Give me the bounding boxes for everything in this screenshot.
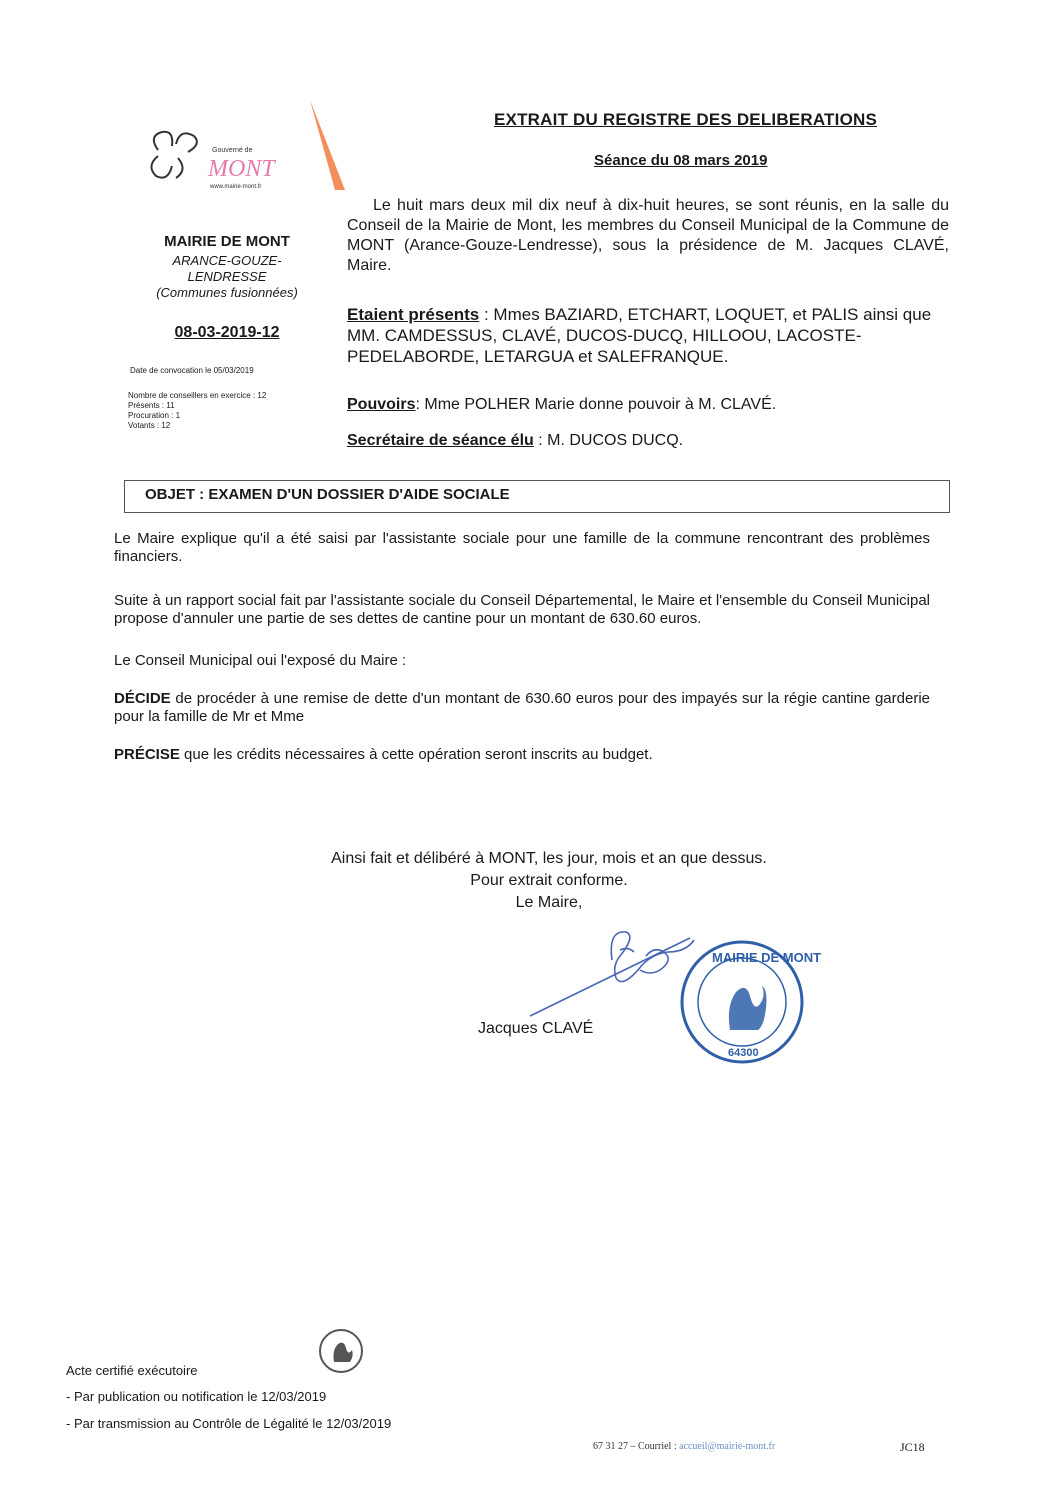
mairie-stamp xyxy=(678,938,822,1066)
pouvoirs-label: Pouvoirs xyxy=(347,396,416,413)
contact-email: accueil@mairie-mont.fr xyxy=(679,1441,776,1452)
objet-title: OBJET : EXAMEN D'UN DOSSIER D'AIDE SOCIALE xyxy=(145,486,510,503)
svg-text:MONT: MONT xyxy=(208,156,275,182)
secretaire-text: : M. DUCOS DUCQ. xyxy=(533,432,684,449)
svg-text:Gouverné de: Gouverné de xyxy=(212,147,253,154)
body-paragraph-3: Le Conseil Municipal oui l'exposé du Maire : xyxy=(114,652,407,669)
pouvoirs-line xyxy=(347,396,949,414)
transmission-line: - Par transmission au Contrôle de Légalité le 12/03/2019 xyxy=(66,1416,392,1431)
secretaire-line xyxy=(347,432,949,450)
closing-line-2: Pour extrait conforme. xyxy=(470,872,628,889)
body-paragraph-2: Suite à un rapport social fait par l'assistante sociale du Conseil Départemental, le Maire et l'ensemble du Conseil Municipal propose d'annuler une partie de ses dettes de cantine pour un montant de 630.60 euros. xyxy=(114,592,930,627)
mairie-name: MAIRIE DE MONT xyxy=(164,233,290,250)
page-code: JC18 xyxy=(900,1440,925,1454)
decide-paragraph xyxy=(114,690,930,726)
acte-certifie: Acte certifié exécutoire xyxy=(66,1363,198,1378)
stat-line: Présents : 11 xyxy=(128,401,175,410)
intro-paragraph: Le huit mars deux mil dix neuf à dix-huit heures, se sont réunis, en la salle du Conseil de la Mairie de Mont, les membres du Conseil Municipal de la Commune de MONT (Arance-Gouze-Lendresse), sous la présidence de M. Jacques CLAVÉ, Maire. xyxy=(347,197,949,274)
closing-line-3: Le Maire, xyxy=(515,894,583,911)
stat-line: Nombre de conseillers en exercice : 12 xyxy=(128,391,267,400)
svg-text:64300: 64300 xyxy=(728,1047,759,1059)
decide-text: de procéder à une remise de dette d'un montant de 630.60 euros pour des impayés sur la régie cantine garderie pour la famille de Mr et Mme xyxy=(114,690,930,725)
convocation-date: Date de convocation le 05/03/2019 xyxy=(130,366,254,375)
contact-line: 67 31 27 – Courriel : accueil@mairie-mont.fr xyxy=(593,1441,776,1452)
communes-block: ARANCE-GOUZE- LENDRESSE (Communes fusionnées) xyxy=(156,253,298,300)
svg-text:MAIRIE DE MONT: MAIRIE DE MONT xyxy=(712,950,822,965)
seance-date: Séance du 08 mars 2019 xyxy=(594,152,768,169)
body-paragraph-1: Le Maire explique qu'il a été saisi par l'assistante sociale pour une famille de la commune rencontrant des problèmes financiers. xyxy=(114,530,930,565)
publication-line: - Par publication ou notification le 12/03/2019 xyxy=(66,1389,327,1404)
council-stats xyxy=(128,391,266,431)
deliberation-reference: 08-03-2019-12 xyxy=(174,324,280,341)
secretaire-label: Secrétaire de séance élu xyxy=(347,432,534,449)
stat-line: Votants : 12 xyxy=(128,421,171,430)
pouvoirs-text: : Mme POLHER Marie donne pouvoir à M. CLAVÉ. xyxy=(415,396,777,413)
presents-label: Etaient présents xyxy=(347,305,480,324)
closing-line-1: Ainsi fait et délibéré à MONT, les jour, mois et an que dessus. xyxy=(331,850,767,867)
presents-text: : Mmes BAZIARD, ETCHART, LOQUET, et PALIS ainsi que MM. CAMDESSUS, CLAVÉ, DUCOS-DUCQ, HILLOOU, LACOSTE-PEDELABORDE, LETARGUA et SALEFRANQUE. xyxy=(347,305,932,366)
presents-paragraph xyxy=(347,304,949,367)
decide-label: DÉCIDE xyxy=(114,690,171,707)
svg-text:www.mairie-mont.fr: www.mairie-mont.fr xyxy=(210,184,262,190)
small-seal-icon xyxy=(318,1328,364,1374)
mont-logo xyxy=(140,100,360,200)
closing-block xyxy=(296,848,802,914)
precise-label: PRÉCISE xyxy=(114,746,180,763)
stat-line: Procuration : 1 xyxy=(128,411,181,420)
precise-paragraph xyxy=(114,746,930,764)
document-title: EXTRAIT DU REGISTRE DES DELIBERATIONS xyxy=(494,110,878,129)
signer-name: Jacques CLAVÉ xyxy=(478,1020,594,1037)
precise-text: que les crédits nécessaires à cette opération seront inscrits au budget. xyxy=(179,746,653,763)
